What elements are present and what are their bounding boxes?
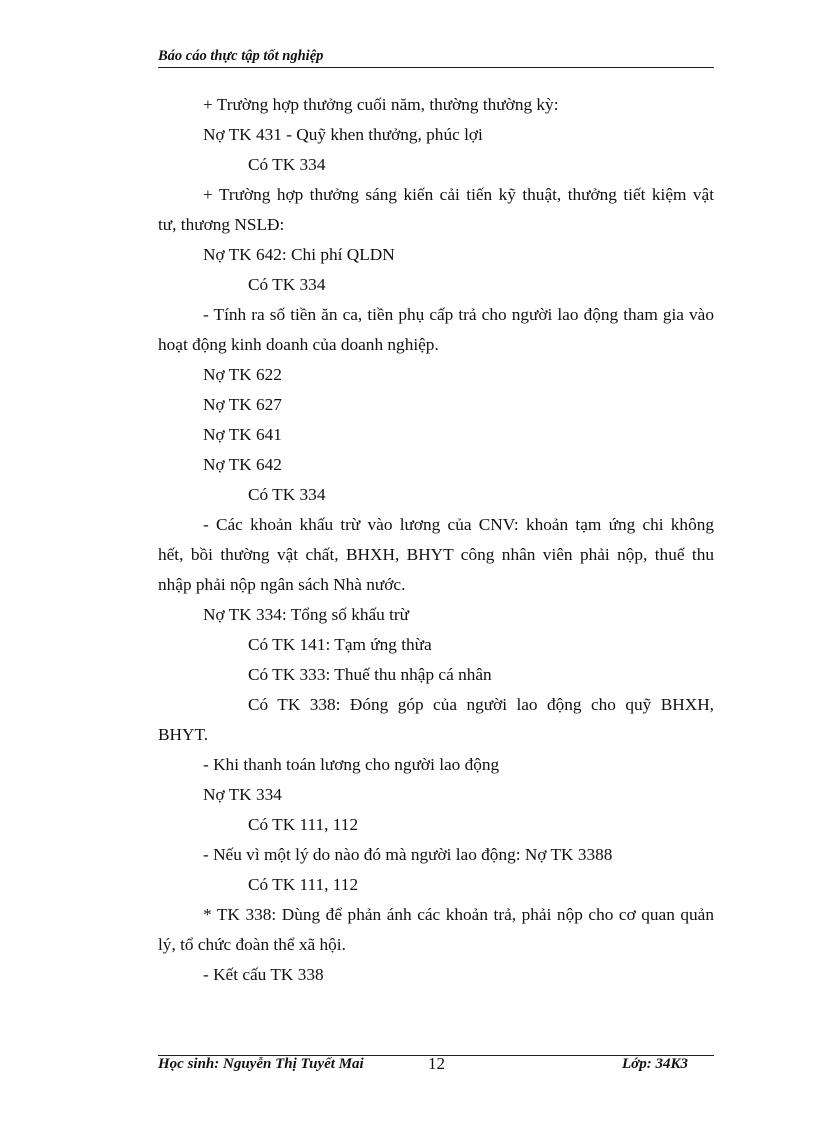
text-line: * TK 338: Dùng để phản ánh các khoản trả, phải nộp cho cơ quan quản — [203, 905, 714, 924]
page-number: 12 — [428, 1054, 445, 1073]
text-line: lý, tổ chức đoàn thể xã hội. — [158, 935, 346, 954]
header-divider — [158, 67, 714, 68]
text-line: + Trường hợp thưởng cuối năm, thường thường kỳ: — [203, 95, 559, 114]
text-line: Có TK 111, 112 — [248, 875, 359, 894]
text-line: nhập phải nộp ngân sách Nhà nước. — [158, 575, 406, 594]
text-line: Nợ TK 334: Tổng số khấu trừ — [203, 605, 410, 624]
document-body — [158, 90, 714, 990]
footer-student-name: Học sinh: Nguyễn Thị Tuyết Mai — [158, 1056, 364, 1072]
text-line: - Tính ra số tiền ăn ca, tiền phụ cấp trả cho người lao động tham gia vào — [203, 305, 714, 324]
text-line: Có TK 334 — [248, 155, 326, 174]
text-line: Nợ TK 334 — [203, 785, 282, 804]
text-line: - Các khoản khấu trừ vào lương của CNV: khoản tạm ứng chi không — [203, 515, 714, 534]
text-line: hoạt động kinh doanh của doanh nghiệp. — [158, 335, 439, 354]
report-header-title: Báo cáo thực tập tốt nghiệp — [158, 48, 324, 64]
text-line: Có TK 334 — [248, 485, 326, 504]
text-line: - Nếu vì một lý do nào đó mà người lao động: Nợ TK 3388 — [203, 845, 613, 864]
text-line: Nợ TK 642: Chi phí QLDN — [203, 245, 395, 264]
text-line: - Kết cấu TK 338 — [203, 965, 324, 984]
text-line: Có TK 111, 112 — [248, 815, 359, 834]
text-line: Có TK 141: Tạm ứng thừa — [248, 635, 432, 654]
text-line: + Trường hợp thưởng sáng kiến cải tiến kỹ thuật, thưởng tiết kiệm vật — [203, 185, 714, 204]
text-line: Nợ TK 627 — [203, 395, 282, 414]
footer-class: Lớp: 34K3 — [622, 1056, 688, 1072]
text-line: Nợ TK 642 — [203, 455, 282, 474]
text-line: Có TK 333: Thuế thu nhập cá nhân — [248, 665, 492, 684]
text-line: BHYT. — [158, 725, 209, 744]
text-line: tư, thương NSLĐ: — [158, 215, 285, 234]
text-line: Có TK 334 — [248, 275, 326, 294]
text-line: Nợ TK 622 — [203, 365, 282, 384]
text-line: hết, bồi thường vật chất, BHXH, BHYT công nhân viên phải nộp, thuế thu — [158, 545, 714, 564]
text-line: - Khi thanh toán lương cho người lao động — [203, 755, 500, 774]
text-line: Có TK 338: Đóng góp của người lao động cho quỹ BHXH, — [248, 695, 714, 714]
text-line: Nợ TK 431 - Quỹ khen thưởng, phúc lợi — [203, 125, 483, 144]
text-line: Nợ TK 641 — [203, 425, 282, 444]
